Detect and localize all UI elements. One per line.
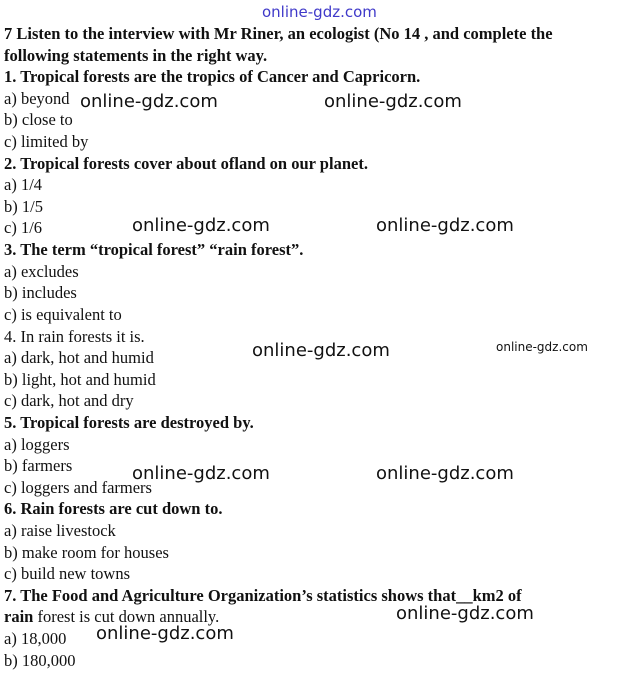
question-3-option-c: c) is equivalent to: [4, 305, 122, 324]
question-1-prompt: 1. Tropical forests are the tropics of Cancer and Capricorn.: [4, 67, 421, 86]
question-2-option-b: b) 1/5: [4, 197, 43, 216]
watermark-text: online-gdz.com: [324, 91, 462, 112]
question-2-option-a: a) 1/4: [4, 175, 43, 194]
question-6-option-a: a) raise livestock: [4, 521, 116, 540]
header-watermark: online-gdz.com: [262, 3, 377, 21]
question-4-option-c: c) dark, hot and dry: [4, 391, 134, 410]
question-2-option-c: c) 1/6: [4, 218, 43, 237]
question-7-option-b: b) 180,000: [4, 651, 76, 670]
question-3-option-b: b) includes: [4, 283, 77, 302]
watermark-text: online-gdz.com: [396, 603, 534, 624]
question-1-option-b: b) close to: [4, 110, 73, 129]
watermark-text: online-gdz.com: [376, 215, 514, 236]
task-title-line-2: following statements in the right way.: [4, 46, 268, 65]
question-6-prompt: 6. Rain forests are cut down to.: [4, 499, 223, 518]
question-3-option-a: a) excludes: [4, 262, 79, 281]
question-7-option-a: a) 18,000: [4, 629, 67, 648]
question-7-prompt-line-1: 7. The Food and Agriculture Organization’s statistics shows that__km2 of: [4, 586, 522, 605]
question-3-prompt: 3. The term “tropical forest” “rain forest”.: [4, 240, 304, 259]
watermark-text: online-gdz.com: [252, 340, 390, 361]
question-2-prompt: 2. Tropical forests cover about ofland on our planet.: [4, 154, 368, 173]
question-1-option-c: c) limited by: [4, 132, 89, 151]
question-5-option-c: c) loggers and farmers: [4, 478, 152, 497]
task-title-line-1: 7 Listen to the interview with Mr Riner, an ecologist (No 14 , and complete the: [4, 24, 553, 43]
question-4-option-b: b) light, hot and humid: [4, 370, 156, 389]
watermark-text: online-gdz.com: [80, 91, 218, 112]
watermark-text: online-gdz.com: [376, 463, 514, 484]
question-4-option-a: a) dark, hot and humid: [4, 348, 154, 367]
question-4-prompt: 4. In rain forests it is.: [4, 327, 145, 346]
question-5-option-b: b) farmers: [4, 456, 73, 475]
question-1-option-a: a) beyond: [4, 89, 70, 108]
question-5-option-a: a) loggers: [4, 435, 70, 454]
question-5-prompt: 5. Tropical forests are destroyed by.: [4, 413, 254, 432]
question-6-option-b: b) make room for houses: [4, 543, 169, 562]
watermark-text: online-gdz.com: [132, 463, 270, 484]
question-7-prompt-line-2-bold: rain: [4, 607, 34, 626]
question-7-prompt-line-2-rest: forest is cut down annually.: [33, 607, 220, 626]
watermark-text: online-gdz.com: [132, 215, 270, 236]
watermark-text: online-gdz.com: [96, 623, 234, 644]
watermark-text: online-gdz.com: [496, 340, 588, 354]
question-6-option-c: c) build new towns: [4, 564, 131, 583]
